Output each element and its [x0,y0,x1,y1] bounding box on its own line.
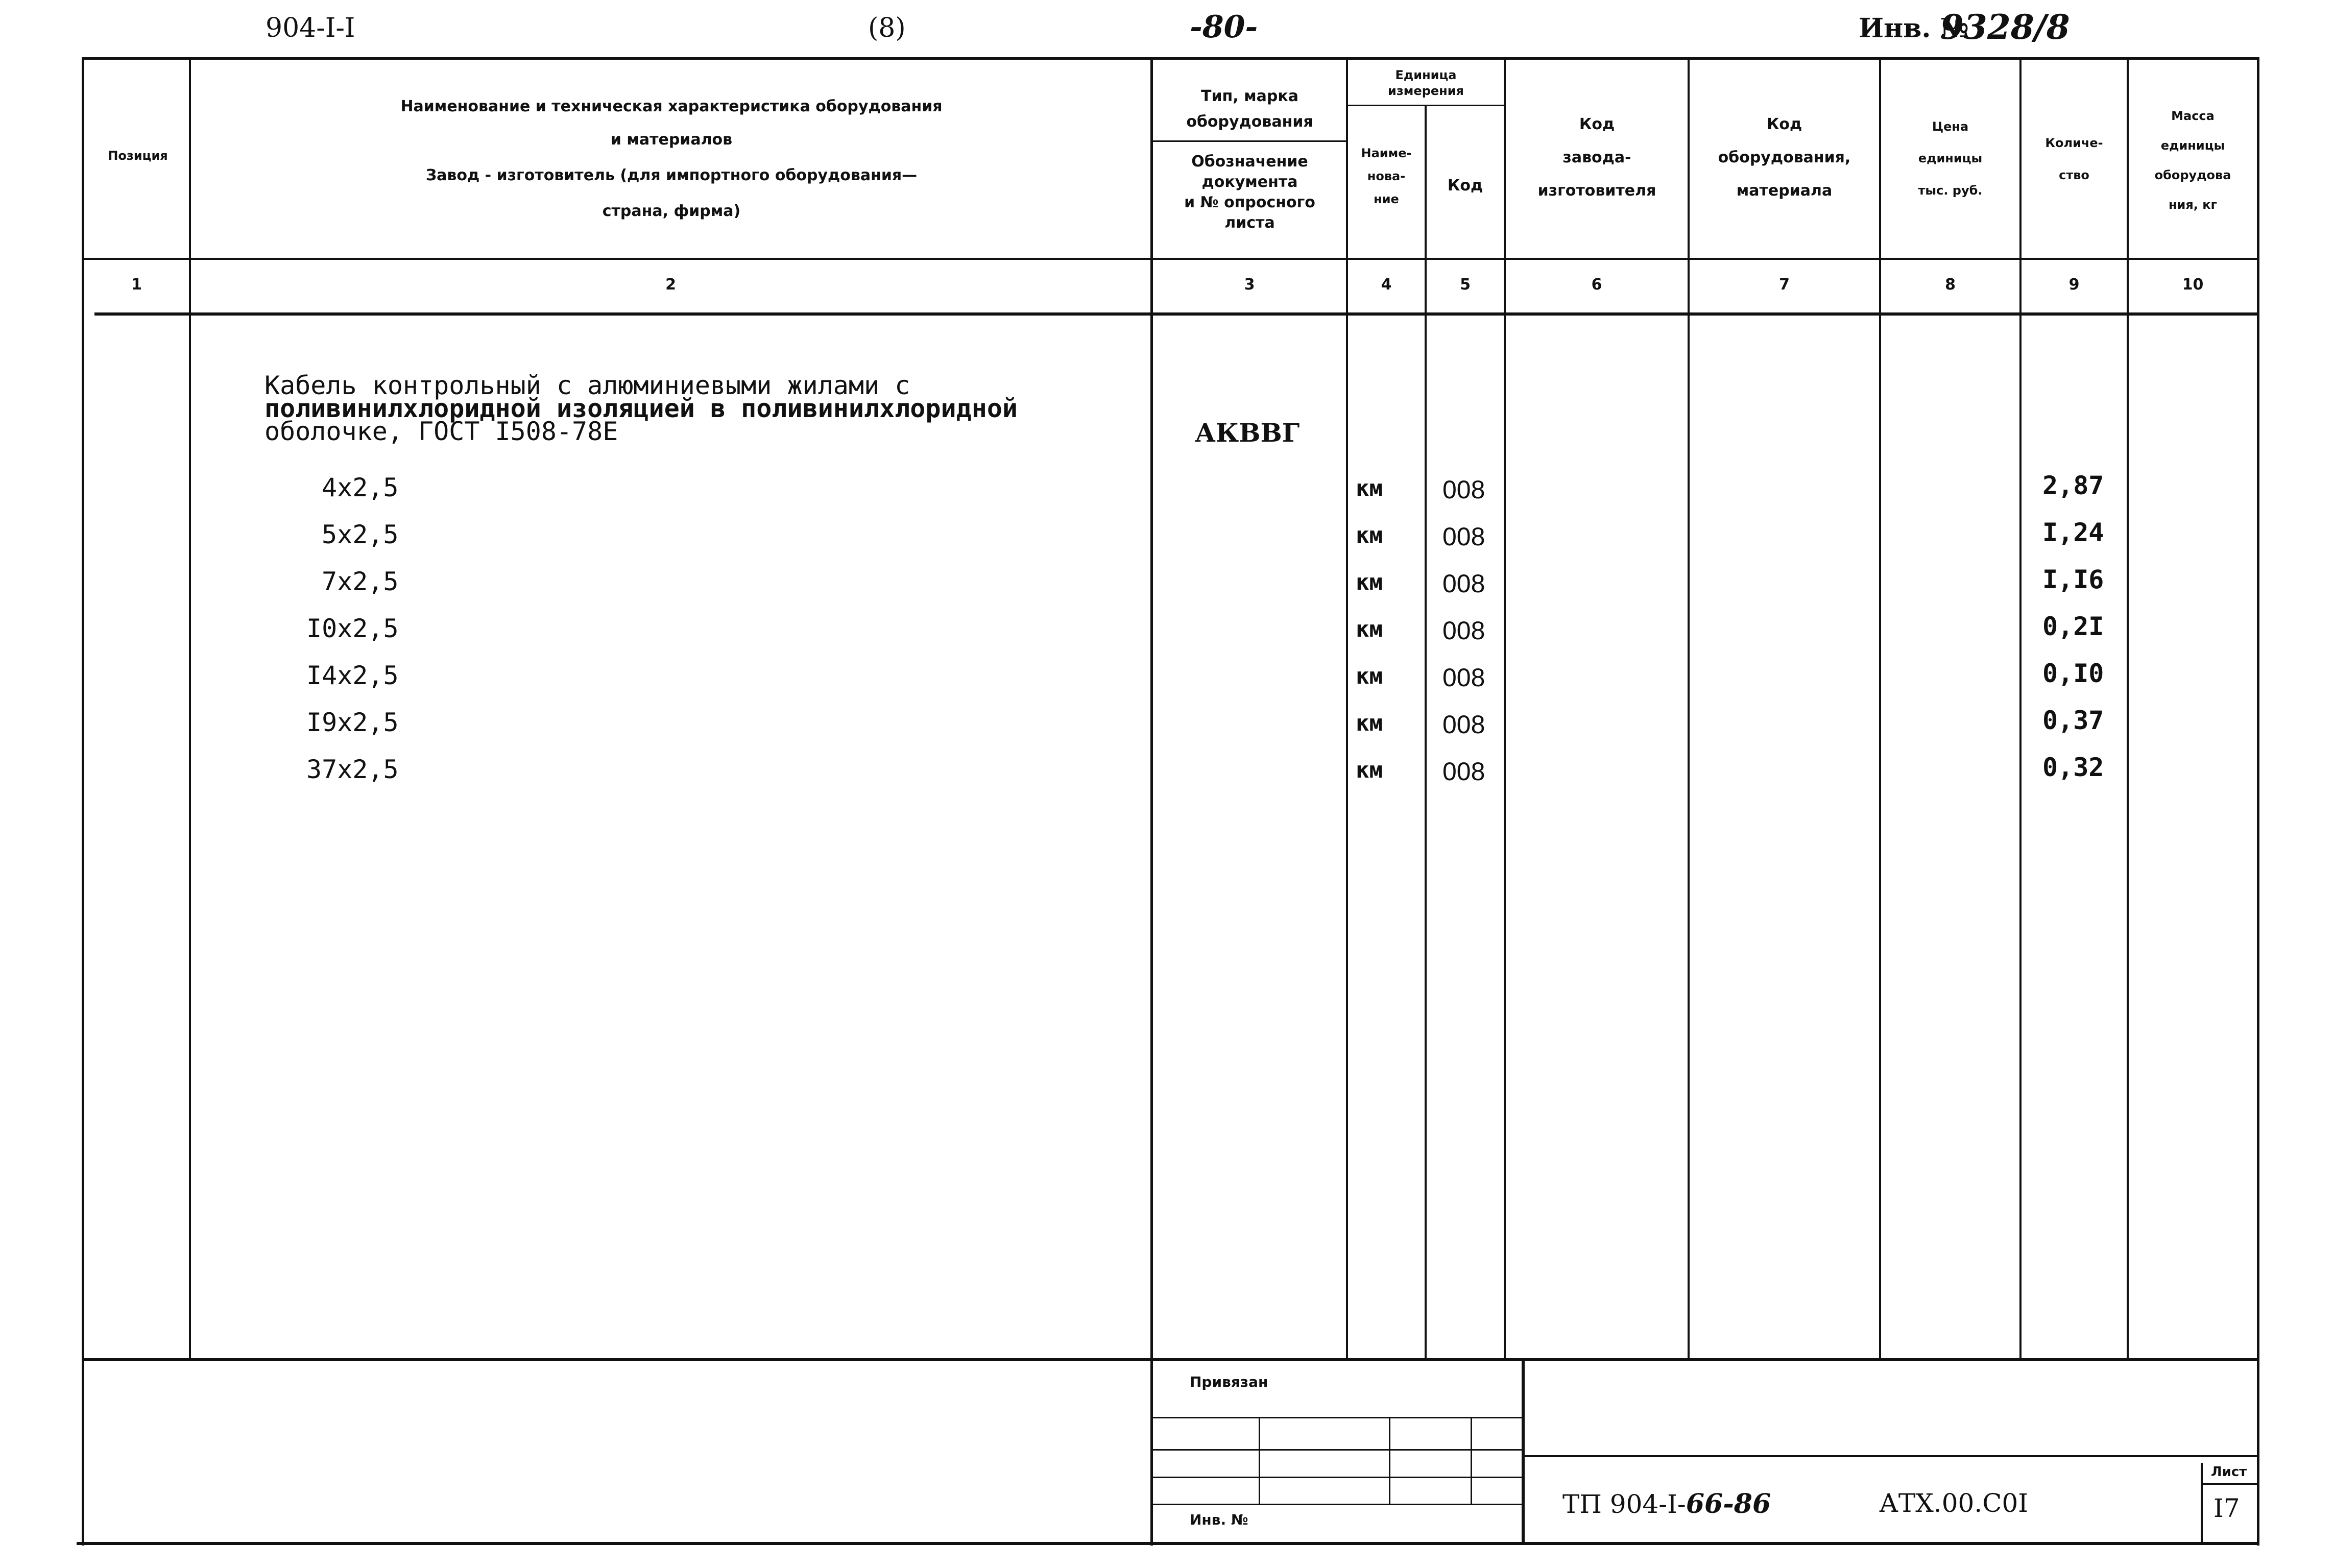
header-unit-group-line1: Единица [1395,68,1457,82]
header-mass-line4: ния, кг [2168,198,2218,212]
header-mass-line2: единицы [2160,138,2225,153]
row-size: 5х2,5 [322,520,399,549]
header-mass-line1: Масса [2171,109,2215,123]
column-number: 6 [1591,276,1602,294]
column-number: 2 [665,276,676,294]
header-price-line1: Цена [1932,119,1969,134]
row-size: 7х2,5 [322,567,399,596]
item-description-line3: оболочке, ГОСТ I508-78Е [264,417,618,446]
row-quantity: 0,2I [2042,612,2104,641]
stamp-sheet-label: Лист [2211,1464,2247,1480]
row-unit-code: 008 [1442,663,1485,692]
header-type-line2: оборудования [1186,113,1313,131]
stamp-bound-label: Привязан [1190,1373,1268,1390]
header-equipment-code-line3: материала [1736,182,1833,200]
header-factory-code-line3: изготовителя [1537,182,1656,200]
header-unit-name-line2: нова- [1367,169,1406,183]
item-type-mark: АКВВГ [1195,418,1300,448]
row-quantity: 0,I0 [2042,659,2104,688]
row-unit-code: 008 [1442,569,1485,598]
item-description-line2: поливинилхлоридной изоляцией в поливинилхлоридной [264,394,1018,423]
row-unit: км [1356,710,1383,736]
stamp-doc-prefix: ТП 904-I- [1562,1489,1686,1519]
column-number: 7 [1779,276,1790,294]
row-unit: км [1356,569,1383,595]
row-quantity: I,I6 [2042,565,2104,594]
stamp-doc-suffix: 66-86 [1686,1488,1771,1519]
header-quantity-line2: ство [2059,168,2089,182]
header-doc-line4: листа [1224,214,1275,232]
page-number: -80- [1190,9,1258,45]
row-unit: км [1356,616,1383,642]
column-number: 5 [1460,276,1471,294]
row-unit-code: 008 [1442,616,1485,645]
row-unit-code: 008 [1442,757,1485,786]
series-number: 904-I-I [266,13,355,43]
inventory-label: Инв. № [1859,13,1969,44]
header-doc-line1: Обозначение [1191,153,1308,171]
row-size: 37х2,5 [306,755,399,784]
header-equipment-code-line1: Код [1766,115,1802,133]
item-description-line1: Кабель контрольный с алюминиевыми жилами с [264,371,910,400]
row-quantity: 0,32 [2042,753,2104,782]
column-number: 10 [2182,276,2204,294]
row-size: I9х2,5 [306,708,399,737]
header-factory-code-line1: Код [1579,115,1615,133]
row-size: I4х2,5 [306,661,399,690]
header-unit-name-line3: ние [1374,192,1399,206]
header-name-line4: страна, фирма) [602,202,741,220]
header-price-line3: тыс. руб. [1918,183,1983,198]
row-unit: км [1356,475,1383,501]
stamp-inventory-label: Инв. № [1190,1511,1248,1528]
header-type-line1: Тип, марка [1201,87,1298,105]
row-unit: км [1356,757,1383,783]
header-doc-line2: документа [1201,173,1298,191]
header-unit-group-line2: измерения [1388,84,1464,98]
header-factory-code-line2: завода- [1562,149,1631,166]
header-quantity-line1: Количе- [2045,136,2103,150]
column-number: 8 [1945,276,1956,294]
header-name-line2: и материалов [610,131,733,149]
header-equipment-code-line2: оборудования, [1718,149,1851,166]
stamp-sheet-number: I7 [2213,1493,2240,1523]
header-mass-line3: оборудова [2154,168,2231,182]
row-quantity: 0,37 [2042,706,2104,735]
row-quantity: I,24 [2042,518,2104,547]
inventory-number: 9328/8 [1940,7,2070,47]
header-price-line2: единицы [1918,151,1983,165]
row-size: I0х2,5 [306,614,399,643]
column-number: 1 [131,276,142,294]
header-position: Позиция [108,149,168,163]
row-unit-code: 008 [1442,475,1485,504]
row-size: 4х2,5 [322,473,399,502]
row-unit-code: 008 [1442,522,1485,551]
header-name-line3: Завод - изготовитель (для импортного оборудования— [425,166,918,184]
stamp-document-code [1562,1488,1771,1519]
header-doc-line3: и № опросного [1184,194,1315,211]
header-name-line1: Наименование и техническая характеристика оборудования [400,98,943,115]
column-number: 4 [1381,276,1392,294]
header-unit-code: Код [1447,177,1483,195]
column-number: 3 [1244,276,1255,294]
row-quantity: 2,87 [2042,471,2104,500]
column-number: 9 [2068,276,2080,294]
header-unit-name-line1: Наиме- [1361,146,1412,160]
row-unit: км [1356,663,1383,689]
row-unit: км [1356,522,1383,548]
part-number: (8) [868,13,906,43]
row-unit-code: 008 [1442,710,1485,739]
stamp-drawing-code: АТХ.00.С0I [1879,1488,2029,1518]
